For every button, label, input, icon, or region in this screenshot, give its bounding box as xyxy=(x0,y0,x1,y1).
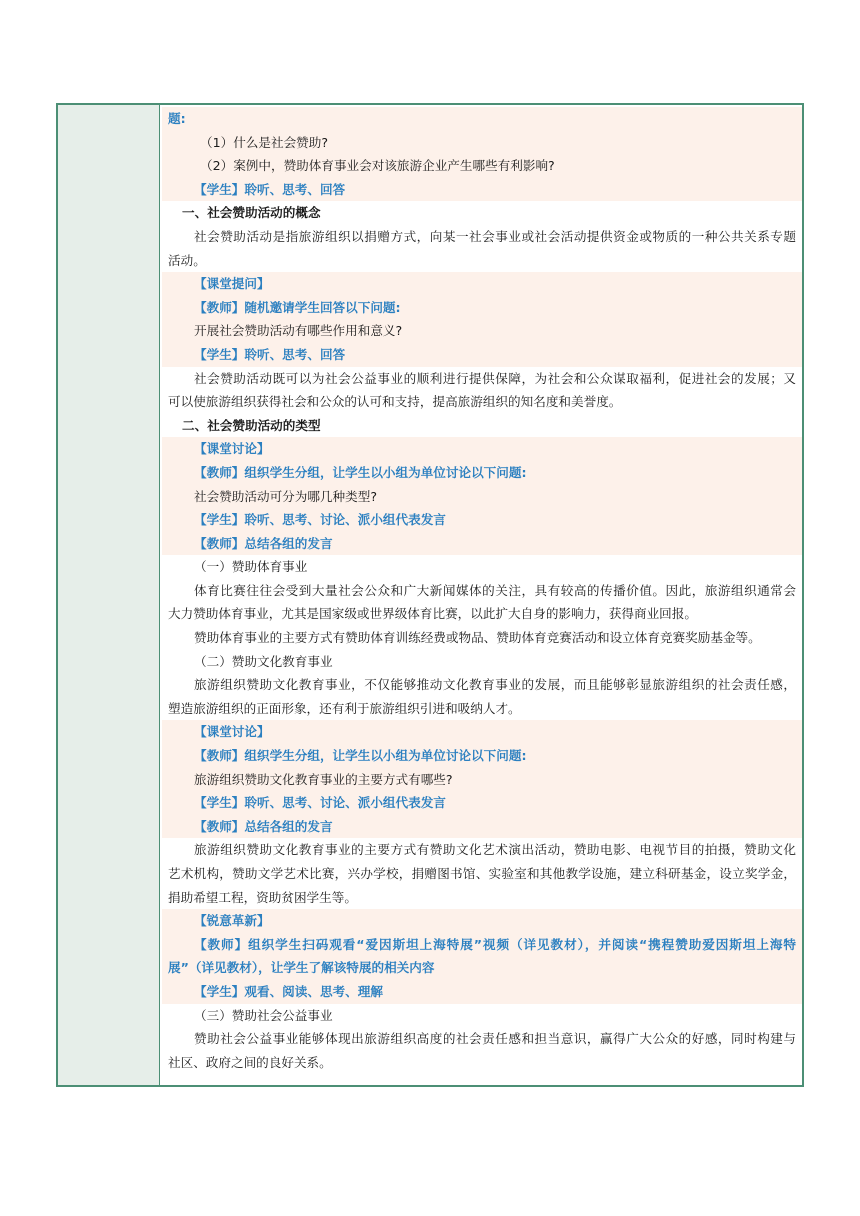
text-line: 塑造旅游组织的正面形象，还有利于旅游组织引进和吸纳人才。 xyxy=(168,700,521,716)
text-line: 【学生】聆听、思考、讨论、派小组代表发言 xyxy=(162,508,802,532)
text-line: 【教师】组织学生分组，让学生以小组为单位讨论以下问题: xyxy=(162,744,802,768)
text-line: 【学生】观看、阅读、思考、理解 xyxy=(162,980,802,1004)
text-line: 【教师】组织学生分组，让学生以小组为单位讨论以下问题: xyxy=(162,461,802,485)
text-line: 赞助社会公益事业能够体现出旅游组织高度的社会责任感和担当意识，赢得广大公众的好感，同时构建与 xyxy=(194,1031,796,1047)
text-line: 可以使旅游组织获得社会和公众的认可和支持，提高旅游组织的知名度和美誉度。 xyxy=(168,394,622,410)
text-line: 展”（详见教材），让学生了解该特展的相关内容 xyxy=(162,956,802,980)
text-line: 体育比赛往往会受到大量社会公众和广大新闻媒体的关注，具有较高的传播价值。因此，旅游组织通常会 xyxy=(194,582,796,598)
content-column xyxy=(162,105,802,1087)
text-line: （二）赞助文化教育事业 xyxy=(194,653,333,669)
text-line: 活动。 xyxy=(168,252,206,268)
lesson-table xyxy=(56,103,804,1087)
text-line: 题: xyxy=(162,107,802,131)
text-line: 社会赞助活动可分为哪几种类型? xyxy=(162,485,802,509)
text-line: 【课堂讨论】 xyxy=(162,437,802,461)
text-line: 社会赞助活动是指旅游组织以捐赠方式，向某一社会事业或社会活动提供资金或物质的一种公共关系专题 xyxy=(194,228,796,244)
label-column xyxy=(58,105,160,1085)
text-line: 【教师】随机邀请学生回答以下问题: xyxy=(162,296,802,320)
text-line: （一）赞助体育事业 xyxy=(194,559,308,575)
text-line: 【教师】组织学生扫码观看“爱因斯坦上海特展”视频（详见教材），并阅读“携程赞助爱因斯坦上海特 xyxy=(162,933,802,957)
text-line: 【教师】总结各组的发言 xyxy=(162,532,802,556)
text-line: 二、社会赞助活动的类型 xyxy=(182,417,321,433)
text-line: （三）赞助社会公益事业 xyxy=(194,1007,333,1023)
text-line: 【学生】聆听、思考、讨论、派小组代表发言 xyxy=(162,791,802,815)
text-line: 大力赞助体育事业，尤其是国家级或世界级体育比赛，以此扩大自身的影响力，获得商业回报。 xyxy=(168,606,697,622)
text-line: 赞助体育事业的主要方式有赞助体育训练经费或物品、赞助体育竞赛活动和设立体育竞赛奖励基金等。 xyxy=(194,630,761,646)
text-line: 旅游组织赞助文化教育事业，不仅能够推动文化教育事业的发展，而且能够彰显旅游组织的社会责任感， xyxy=(194,677,796,693)
text-line: 社区、政府之间的良好关系。 xyxy=(168,1054,332,1070)
text-line: （2）案例中，赞助体育事业会对该旅游企业产生哪些有利影响? xyxy=(162,154,802,178)
text-line: 旅游组织赞助文化教育事业的主要方式有赞助文化艺术演出活动，赞助电影、电视节目的拍摄，赞助文化 xyxy=(194,842,796,858)
text-line: 旅游组织赞助文化教育事业的主要方式有哪些? xyxy=(162,768,802,792)
text-line: 艺术机构，赞助文学艺术比赛，兴办学校，捐赠图书馆、实验室和其他教学设施，建立科研基金，设立奖学金， xyxy=(168,866,796,881)
text-line: 开展社会赞助活动有哪些作用和意义? xyxy=(162,319,802,343)
text-line: 【学生】聆听、思考、回答 xyxy=(162,178,802,202)
text-line: 【锐意革新】 xyxy=(162,909,802,933)
text-line: 【课堂讨论】 xyxy=(162,720,802,744)
text-line: 【学生】聆听、思考、回答 xyxy=(162,343,802,367)
text-line: 【课堂提问】 xyxy=(162,272,802,296)
text-line: 社会赞助活动既可以为社会公益事业的顺利进行提供保障，为社会和公众谋取福利，促进社会的发展；又 xyxy=(194,370,796,386)
text-line: 【教师】总结各组的发言 xyxy=(162,815,802,839)
text-line: （1）什么是社会赞助? xyxy=(162,131,802,155)
text-line: 捐助希望工程，资助贫困学生等。 xyxy=(168,889,357,905)
text-line: 一、社会赞助活动的概念 xyxy=(182,205,321,221)
